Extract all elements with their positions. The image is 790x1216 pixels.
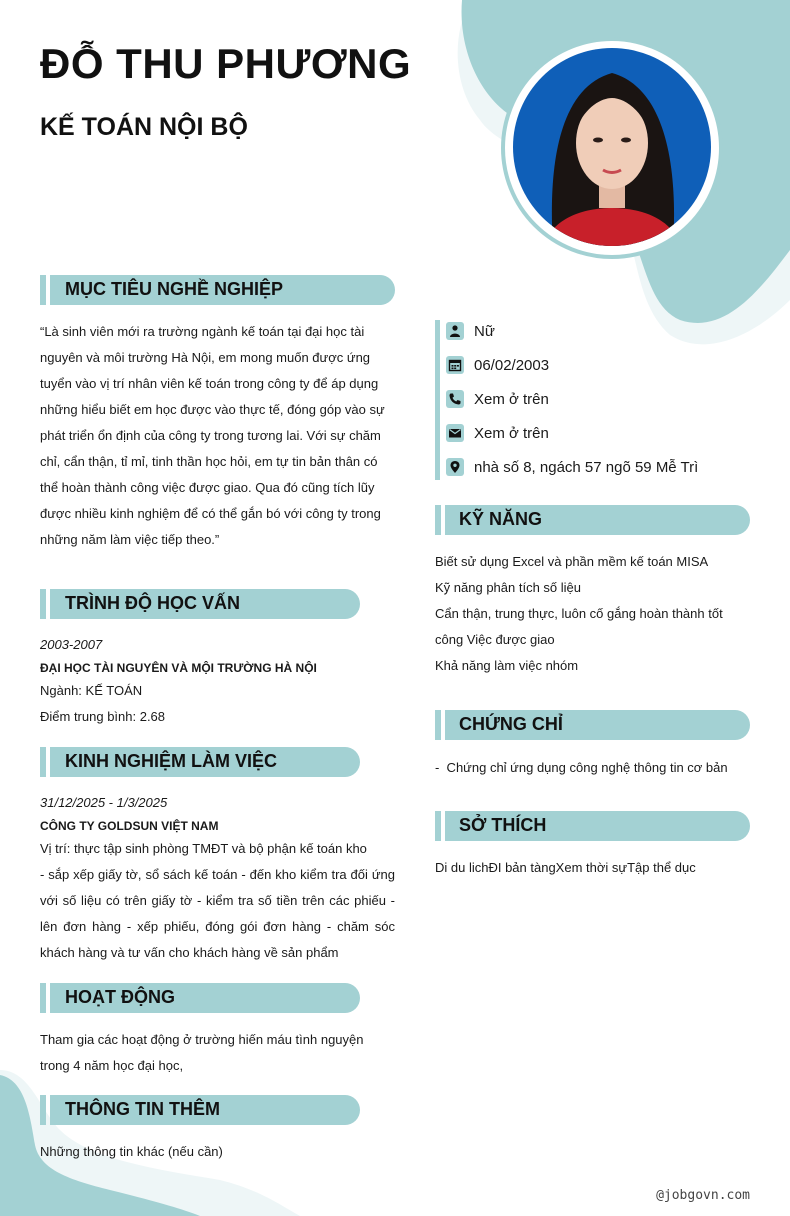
- section-education-header: [40, 589, 360, 619]
- section-additional-header: [40, 1095, 360, 1125]
- education-major: Ngành: KẾ TOÁN: [40, 683, 143, 698]
- additional-text: Những thông tin khác (nếu cần): [40, 1144, 223, 1159]
- section-education-title: TRÌNH ĐỘ HỌC VẤN: [65, 593, 240, 613]
- section-objective-header: [40, 275, 395, 305]
- contact-divider: [435, 320, 440, 480]
- hobbies-text: Di du lichĐI bản tàngXem thời sựTập thể dục: [435, 860, 696, 875]
- section-additional-title: THÔNG TIN THÊM: [65, 1099, 220, 1119]
- skill-item: Biết sử dụng Excel và phần mềm kế toán MISA: [435, 554, 709, 569]
- section-experience-header: [40, 747, 360, 777]
- section-activities-header: [40, 983, 360, 1013]
- experience-block: [40, 790, 395, 966]
- mail-icon: [446, 424, 464, 442]
- experience-description: - sắp xếp giấy tờ, sổ sách kế toán - đến kho kiểm tra đối ứng với số liệu có trên giấy tờ - kiểm tra số tiền trên các phiếu - lên đơn hàng - xếp phiếu, đóng gói đơn hàng - chăm sóc khách hàng và tư vấn cho khách hàng về sản phẩm: [40, 867, 395, 960]
- section-objective-title: MỤC TIÊU NGHỀ NGHIỆP: [65, 279, 284, 299]
- job-title: KẾ TOÁN NỘI BỘ: [40, 113, 248, 141]
- experience-position: Vị trí: thực tập sinh phòng TMĐT và bộ phận kế toán kho: [40, 841, 367, 856]
- section-experience-title: KINH NGHIỆM LÀM VIỆC: [65, 751, 278, 771]
- section-certificates-header: [435, 710, 750, 740]
- education-block: [40, 632, 395, 730]
- contact-email-text: Xem ở trên: [474, 425, 549, 442]
- education-school: ĐẠI HỌC TÀI NGUYÊN VÀ MỘI TRƯỜNG HÀ NỘI: [40, 661, 317, 675]
- person-icon: [446, 322, 464, 340]
- skill-item: Kỹ năng phân tích số liệu: [435, 580, 581, 595]
- calendar-icon: [446, 356, 464, 374]
- contact-address-text: nhà số 8, ngách 57 ngõ 59 Mễ Trì: [474, 459, 699, 476]
- contact-gender-text: Nữ: [474, 323, 495, 340]
- education-period: 2003-2007: [40, 637, 103, 652]
- section-skills-header: [435, 505, 750, 535]
- contact-birthday-text: 06/02/2003: [474, 357, 550, 374]
- avatar-photo: [513, 48, 711, 246]
- certificates-text: - Chứng chỉ ứng dụng công nghệ thông tin cơ bản: [435, 760, 728, 775]
- activities-text: Tham gia các hoạt động ở trường hiến máu tình nguyện trong 4 năm học đại học,: [40, 1032, 364, 1073]
- skill-item: Khả năng làm việc nhóm: [435, 658, 579, 673]
- phone-icon: [446, 390, 464, 408]
- section-hobbies-title: SỞ THÍCH: [459, 815, 547, 835]
- section-activities-title: HOẠT ĐỘNG: [65, 987, 175, 1007]
- section-certificates-title: CHỨNG CHỈ: [459, 714, 563, 734]
- experience-company: CÔNG TY GOLDSUN VIỆT NAM: [40, 819, 219, 833]
- objective-text: “Là sinh viên mới ra trường ngành kế toán tại đại học tài nguyên và môi trường Hà Nội, em mong muốn được ứng tuyển vào vị trí nhân viên kế toán trong công ty để áp dụng những hiểu biết em học được vào thực tế, đóng góp vào sự phát triển ổn định của công ty trong tương lai. Với sự chăm chỉ, cẩn thận, tỉ mỉ, tinh thần học hỏi, em tự tin bản thân có thể hoàn thành công việc được giao. Qua đó cũng tích lũy được nhiều kinh nghiệm để có thể gắn bó với công ty trong những năm làm việc tiếp theo.”: [40, 324, 385, 547]
- section-skills-title: KỸ NĂNG: [459, 509, 543, 529]
- location-pin-icon: [446, 458, 464, 476]
- education-gpa: Điểm trung bình: 2.68: [40, 709, 166, 724]
- contact-phone-text: Xem ở trên: [474, 391, 549, 408]
- skill-item: Cẩn thận, trung thực, luôn cố gắng hoàn thành tốt công Việc được giao: [435, 606, 723, 647]
- footer-watermark: @jobgovn.com: [656, 1188, 750, 1203]
- candidate-name: ĐỖ THU PHƯƠNG: [40, 40, 412, 87]
- experience-period: 31/12/2025 - 1/3/2025: [40, 795, 168, 810]
- section-hobbies-header: [435, 811, 750, 841]
- skills-list: [435, 549, 735, 679]
